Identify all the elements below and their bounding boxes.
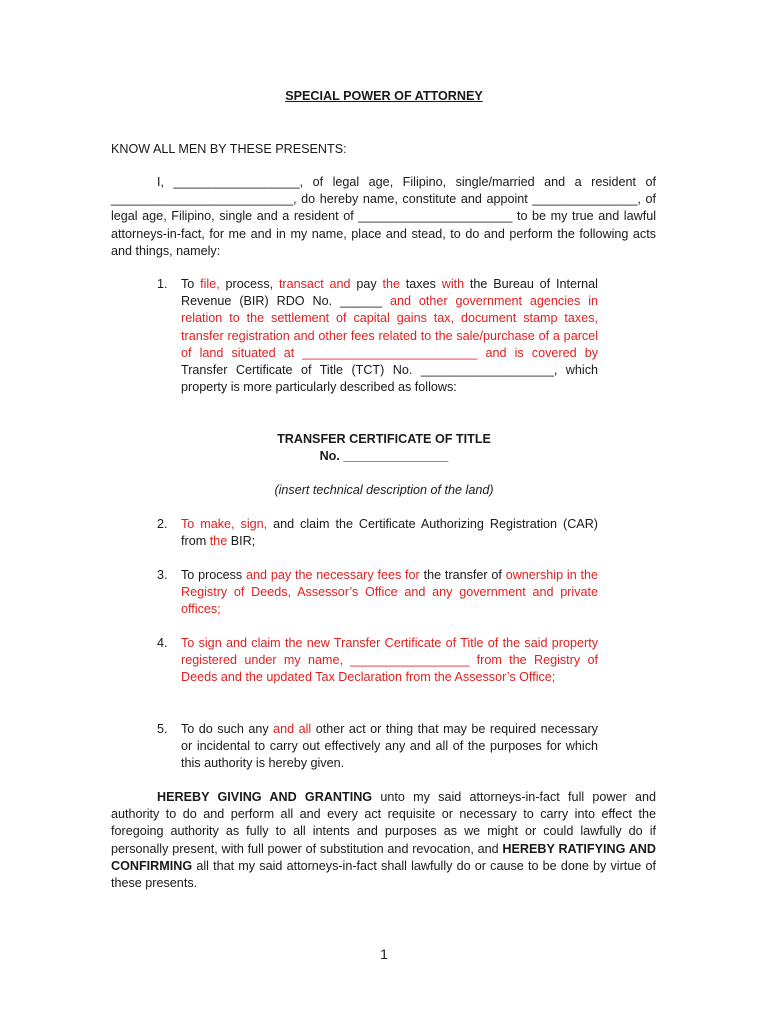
item-number: 1.: [157, 277, 168, 291]
item-number: 5.: [157, 722, 168, 736]
tct-note: (insert technical description of the land): [274, 483, 494, 497]
list-item-2: [157, 516, 598, 550]
highlighted-text: To sign and claim the new Transfer Certificate of Title of the said property registered under my name, _________________ from the Registry of Deeds and the updated Tax Declaration from the Assessor’s Office;: [181, 636, 598, 685]
item-number: 3.: [157, 568, 168, 582]
list-item-3: [157, 567, 598, 619]
intro-paragraph: [111, 174, 656, 260]
highlighted-text: and pay the necessary fees for: [246, 568, 420, 582]
item-text: To: [181, 277, 201, 291]
item-number: 2.: [157, 517, 168, 531]
item-text: process,: [219, 277, 279, 291]
list-item-1: [157, 276, 598, 396]
highlighted-text: transact and: [278, 277, 351, 291]
item-text: the Bureau of Internal Revenue (BIR) RDO No. ______: [181, 277, 598, 309]
highlighted-text: ownership in the Registry of Deeds, Assessor’s Office and any government and private offices;: [181, 568, 599, 617]
highlighted-text: with: [441, 277, 465, 291]
highlighted-text: and all: [273, 722, 312, 736]
highlighted-text: and other government agencies in relation to the settlement of capital gains tax, document stamp taxes, transfer registration and other fees related to the sale/purchase of a parcel of land situated at _________________________ and is covered by: [181, 294, 598, 360]
highlighted-text: the: [382, 277, 400, 291]
item-number: 4.: [157, 636, 168, 650]
item-text: BIR;: [227, 534, 256, 549]
tct-number: No. _______________: [319, 449, 449, 463]
salutation: KNOW ALL MEN BY THESE PRESENTS:: [111, 142, 347, 156]
bold-phrase: HEREBY RATIFYING AND CONFIRMING: [111, 841, 656, 873]
list-item-4: [157, 635, 598, 687]
item-text: Transfer Certificate of Title (TCT) No. ___________________, which property is more particularly described as follows:: [181, 363, 598, 395]
list-item-5: [157, 721, 598, 773]
item-text: pay: [350, 277, 383, 291]
highlighted-text: the: [209, 534, 228, 549]
closing-paragraph: [111, 789, 656, 892]
closing-text: unto my said attorneys-in-fact full power and authority to do and perform all and every act requisite or necessary to carry into effect the foregoing authority as fully to all intents and purposes as we might or could lawfully do if personally present, with full power of substitution and revocation, and: [111, 790, 656, 856]
item-text: To do such any: [181, 722, 274, 736]
bold-phrase: HEREBY GIVING AND GRANTING: [157, 790, 373, 804]
page-number: 1: [380, 946, 388, 962]
item-text: other act or thing that may be required necessary or incidental to carry out effectively any and all of the purposes for which this authority is hereby given.: [181, 722, 598, 771]
document-title: SPECIAL POWER OF ATTORNEY: [285, 89, 483, 103]
item-text: taxes: [400, 277, 442, 291]
item-text: To process: [181, 568, 247, 582]
item-text: and claim the Certificate Authorizing Registration (CAR) from: [181, 517, 598, 549]
intro-text: I, __________________, of legal age, Filipino, single/married and a resident of __________________________, do hereby name, constitute and appoint _______________, of legal age, Filipino, single and a resident of ______________________ to be my true and lawful attorneys-in-fact, for me and in my name, place and stead, to do and perform the following acts and things, namely:: [111, 175, 656, 258]
tct-heading: TRANSFER CERTIFICATE OF TITLE: [277, 432, 491, 446]
highlighted-text: file,: [200, 277, 220, 291]
item-text: the transfer of: [419, 568, 506, 582]
highlighted-text: To make, sign,: [181, 517, 268, 531]
closing-text: all that my said attorneys-in-fact shall lawfully do or cause to be done by virtue of these presents.: [111, 858, 656, 891]
